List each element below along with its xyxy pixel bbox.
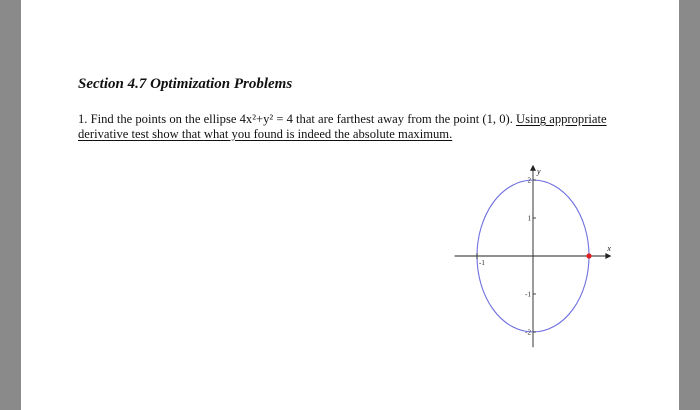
x-tick-label: -1 [479,259,485,267]
highlighted-point [586,253,591,258]
y-tick-label: -2 [525,328,531,337]
ellipse-figure [434,152,614,352]
problem-text-before: Find the points on the ellipse [87,112,240,126]
underlined-instruction-2: derivative test show that what you found is indeed the absolute maximum. [78,127,453,141]
x-axis-arrow [605,253,611,259]
y-axis-arrow [530,165,536,171]
y-tick-label: -1 [525,290,531,299]
y-axis-label: y [537,166,541,176]
underlined-instruction-1: Using appropriate [516,112,607,126]
y-tick-label: 1 [527,214,531,223]
problem-text-after: . [509,112,516,126]
problem-text-middle: that are farthest away from the point [292,112,483,126]
section-title: Section 4.7 Optimization Problems [78,76,293,92]
ellipse-equation: 4x²+y² = 4 [239,112,293,126]
reference-point: (1, 0) [482,112,510,126]
y-tick-label: 2 [527,176,531,185]
x-axis-label: x [607,244,611,253]
axis-ticks [477,177,536,337]
problem-statement [78,112,638,142]
ellipse-plot [434,152,614,352]
problem-number: 1. [78,112,88,126]
document-page [21,0,679,410]
